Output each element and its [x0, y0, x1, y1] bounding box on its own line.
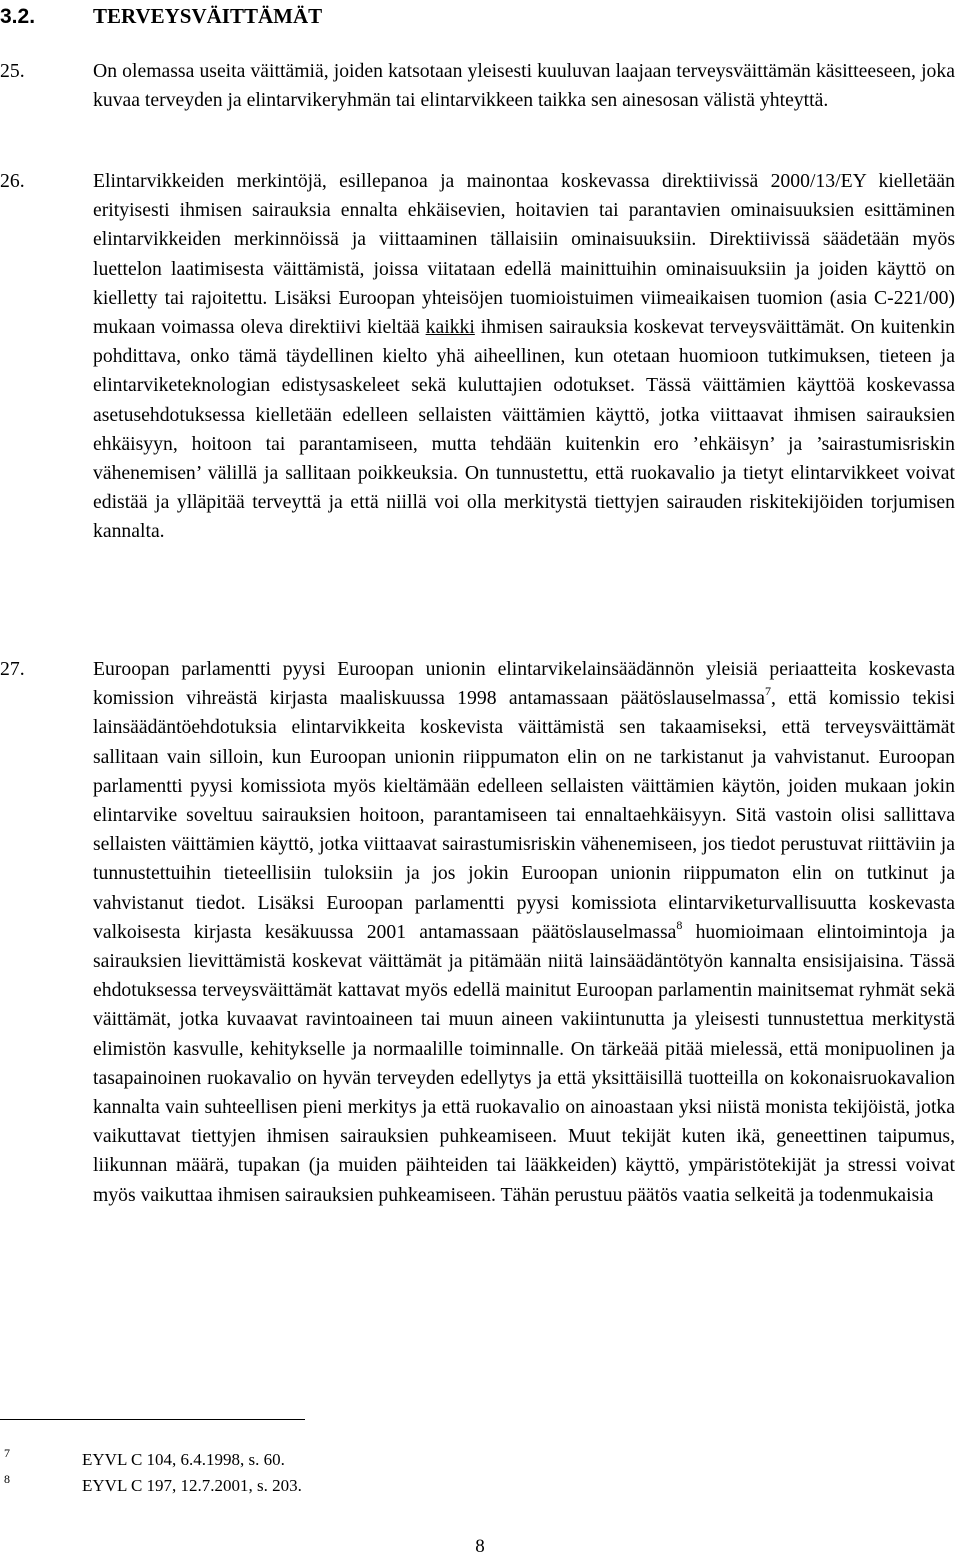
- underlined-word: kaikki: [425, 316, 475, 339]
- section-heading: [0, 3, 322, 30]
- paragraph-27: [0, 655, 955, 1210]
- page-number: 8: [475, 1536, 485, 1557]
- paragraph-text-part: Elintarvikkeiden merkintöjä, esillepanoa ja mainontaa koskevassa direktiivissä 2000/13/EY kielletään erityisesti ihmisen sairauksia ennalta ehkäisevien, hoitavien tai parantavien ominaisuuksien esittäminen elintarvikkeiden merkinnöissä ja viittaaminen tällaisiin ominaisuuksiin. Direktiivissä säädetään myös luettelon laatimisesta väittämistä, joissa viitataan edellä mainittuihin ominaisuuksiin ja joiden käyttö on kielletty tai rajoitettu. Lisäksi Euroopan yhteisöjen tuomioistuimen viimeaikaisen tuomion (asia C-221/00) mukaan voimassa oleva direktiivi kieltää: [93, 170, 955, 339]
- paragraph-26: [0, 167, 955, 547]
- footnote-ref[interactable]: 7: [764, 684, 771, 699]
- footnote-divider: [0, 1419, 305, 1420]
- paragraph-25: [0, 57, 955, 115]
- paragraph-text: [93, 167, 955, 547]
- paragraph-text-part: Euroopan parlamentti pyysi Euroopan unionin elintarvikelainsäädännön yleisiä periaatteita koskevasta komission vihreästä kirjasta maaliskuussa 1998 antamassaan päätöslauselmassa: [93, 658, 955, 710]
- paragraph-number: 26.: [0, 170, 25, 192]
- footnote-text: EYVL C 104, 6.4.1998, s. 60.: [82, 1450, 285, 1469]
- paragraph-text: On olemassa useita väittämiä, joiden katsotaan yleisesti kuuluvan laajaan terveysväittämän käsitteeseen, joka kuvaa terveyden ja elintarvikeryhmän tai elintarvikkeen taikka sen ainesosan välistä yhteyttä.: [93, 60, 955, 112]
- paragraph-text-part: ihmisen sairauksia koskevat terveysväittämät. On kuitenkin pohdittava, onko tämä täydellinen kielto yhä aiheellinen, kun otetaan huomioon tutkimuksen, tieteen ja elintarviketeknologian edistysaskeleet sekä kuluttajien odotukset. Tässä väittämien käyttöä koskevassa asetusehdotuksessa kielletään edelleen sellaisten väittämien käyttö, jotka viittaavat ihmisen sairauksien ehkäisyyn, hoitoon tai parantamiseen, mutta tehdään kuitenkin ero ’ehkäisyn’ ja ’sairastumisriskin vähenemisen’ välillä ja sallitaan poikkeuksia. On tunnustettu, että ruokavalio ja tietyt elintarvikkeet voivat edistää ja ylläpitää terveyttä ja että niillä voi olla merkitystä tiettyjen sairauden riskitekijöiden torjumisen kannalta.: [93, 316, 956, 543]
- paragraph-text-part: , että komissio tekisi lainsäädäntöehdotuksia elintarvikkeita koskevista väittämistä sen takaamiseksi, että terveysväittämät sallitaan vain silloin, kun Euroopan unionin riippumaton elin on ne tarkistanut ja vahvistanut. Euroopan parlamentti pyysi komissiota myös kieltämään edelleen sellaisten väittämien käytön, joiden mukaan jokin elintarvike soveltuu sairauksien hoitoon, parantamiseen tai ennaltaehkäisyyn. Sitä vastoin olisi sallittava sellaisten väittämien käyttö, jotka viittaavat sairastumisriskin vähenemiseen, jos tiedot perustuvat riittäviin ja tunnustettuihin tieteellisiin tuloksiin ja jos jokin Euroopan unionin riippumaton elin on tutkinut ja vahvistanut tiedot. Lisäksi Euroopan parlamentti pyysi komissiota elintarviketurvallisuutta koskevasta valkoisesta kirjasta kesäkuussa 2001 antamassaan päätöslauselmassa: [93, 687, 955, 943]
- paragraph-text-part: huomioimaan elintoimintoja ja sairauksien lievittämistä koskevat väittämät ja pitämään niitä lainsäädäntötyön kannalta ensisijaisina. Tässä ehdotuksessa terveysväittämät kattavat myös edellä mainitut Euroopan parlamentin mainitsemat ryhmät sekä väittämät, jotka kuvaavat ravintoaineen tai muun aineen vakiintunutta ja yleisesti tunnustettua merkitystä elimistön kasvulle, kehitykselle ja normaalille toiminnalle. On tärkeää pitää mielessä, että monipuolinen ja tasapainoinen ruokavalio on hyvän terveyden edellytys ja että yksittäisillä tuotteilla on kokonaisruokavalion kannalta vain suhteellisen pieni merkitys ja että ruokavalio on ainoastaan yksi niistä monista tekijöistä, jotka vaikuttavat tiettyjen ihmisen sairauksien puhkeamiseen. Muut tekijät kuten ikä, geneettinen taipumus, liikunnan määrä, tupakan (ja muiden päihteiden tai lääkkeiden) käyttö, ympäristötekijät ja stressi voivat myös vaikuttaa ihmisen sairauksien puhkeamiseen. Tähän perustuu päätös vaatia selkeitä ja todenmukaisia: [93, 920, 955, 1206]
- footnote-text: EYVL C 197, 12.7.2001, s. 203.: [82, 1476, 302, 1495]
- paragraph-number: 27.: [0, 658, 25, 680]
- section-number: 3.2.: [0, 5, 36, 28]
- section-title: TERVEYSVÄITTÄMÄT: [93, 4, 323, 28]
- footnote-ref[interactable]: 8: [676, 917, 683, 932]
- footnote-number: 8: [4, 1472, 10, 1486]
- paragraph-number: 25.: [0, 60, 25, 82]
- paragraph-text: [93, 655, 955, 1210]
- footnote-number: 7: [4, 1446, 10, 1460]
